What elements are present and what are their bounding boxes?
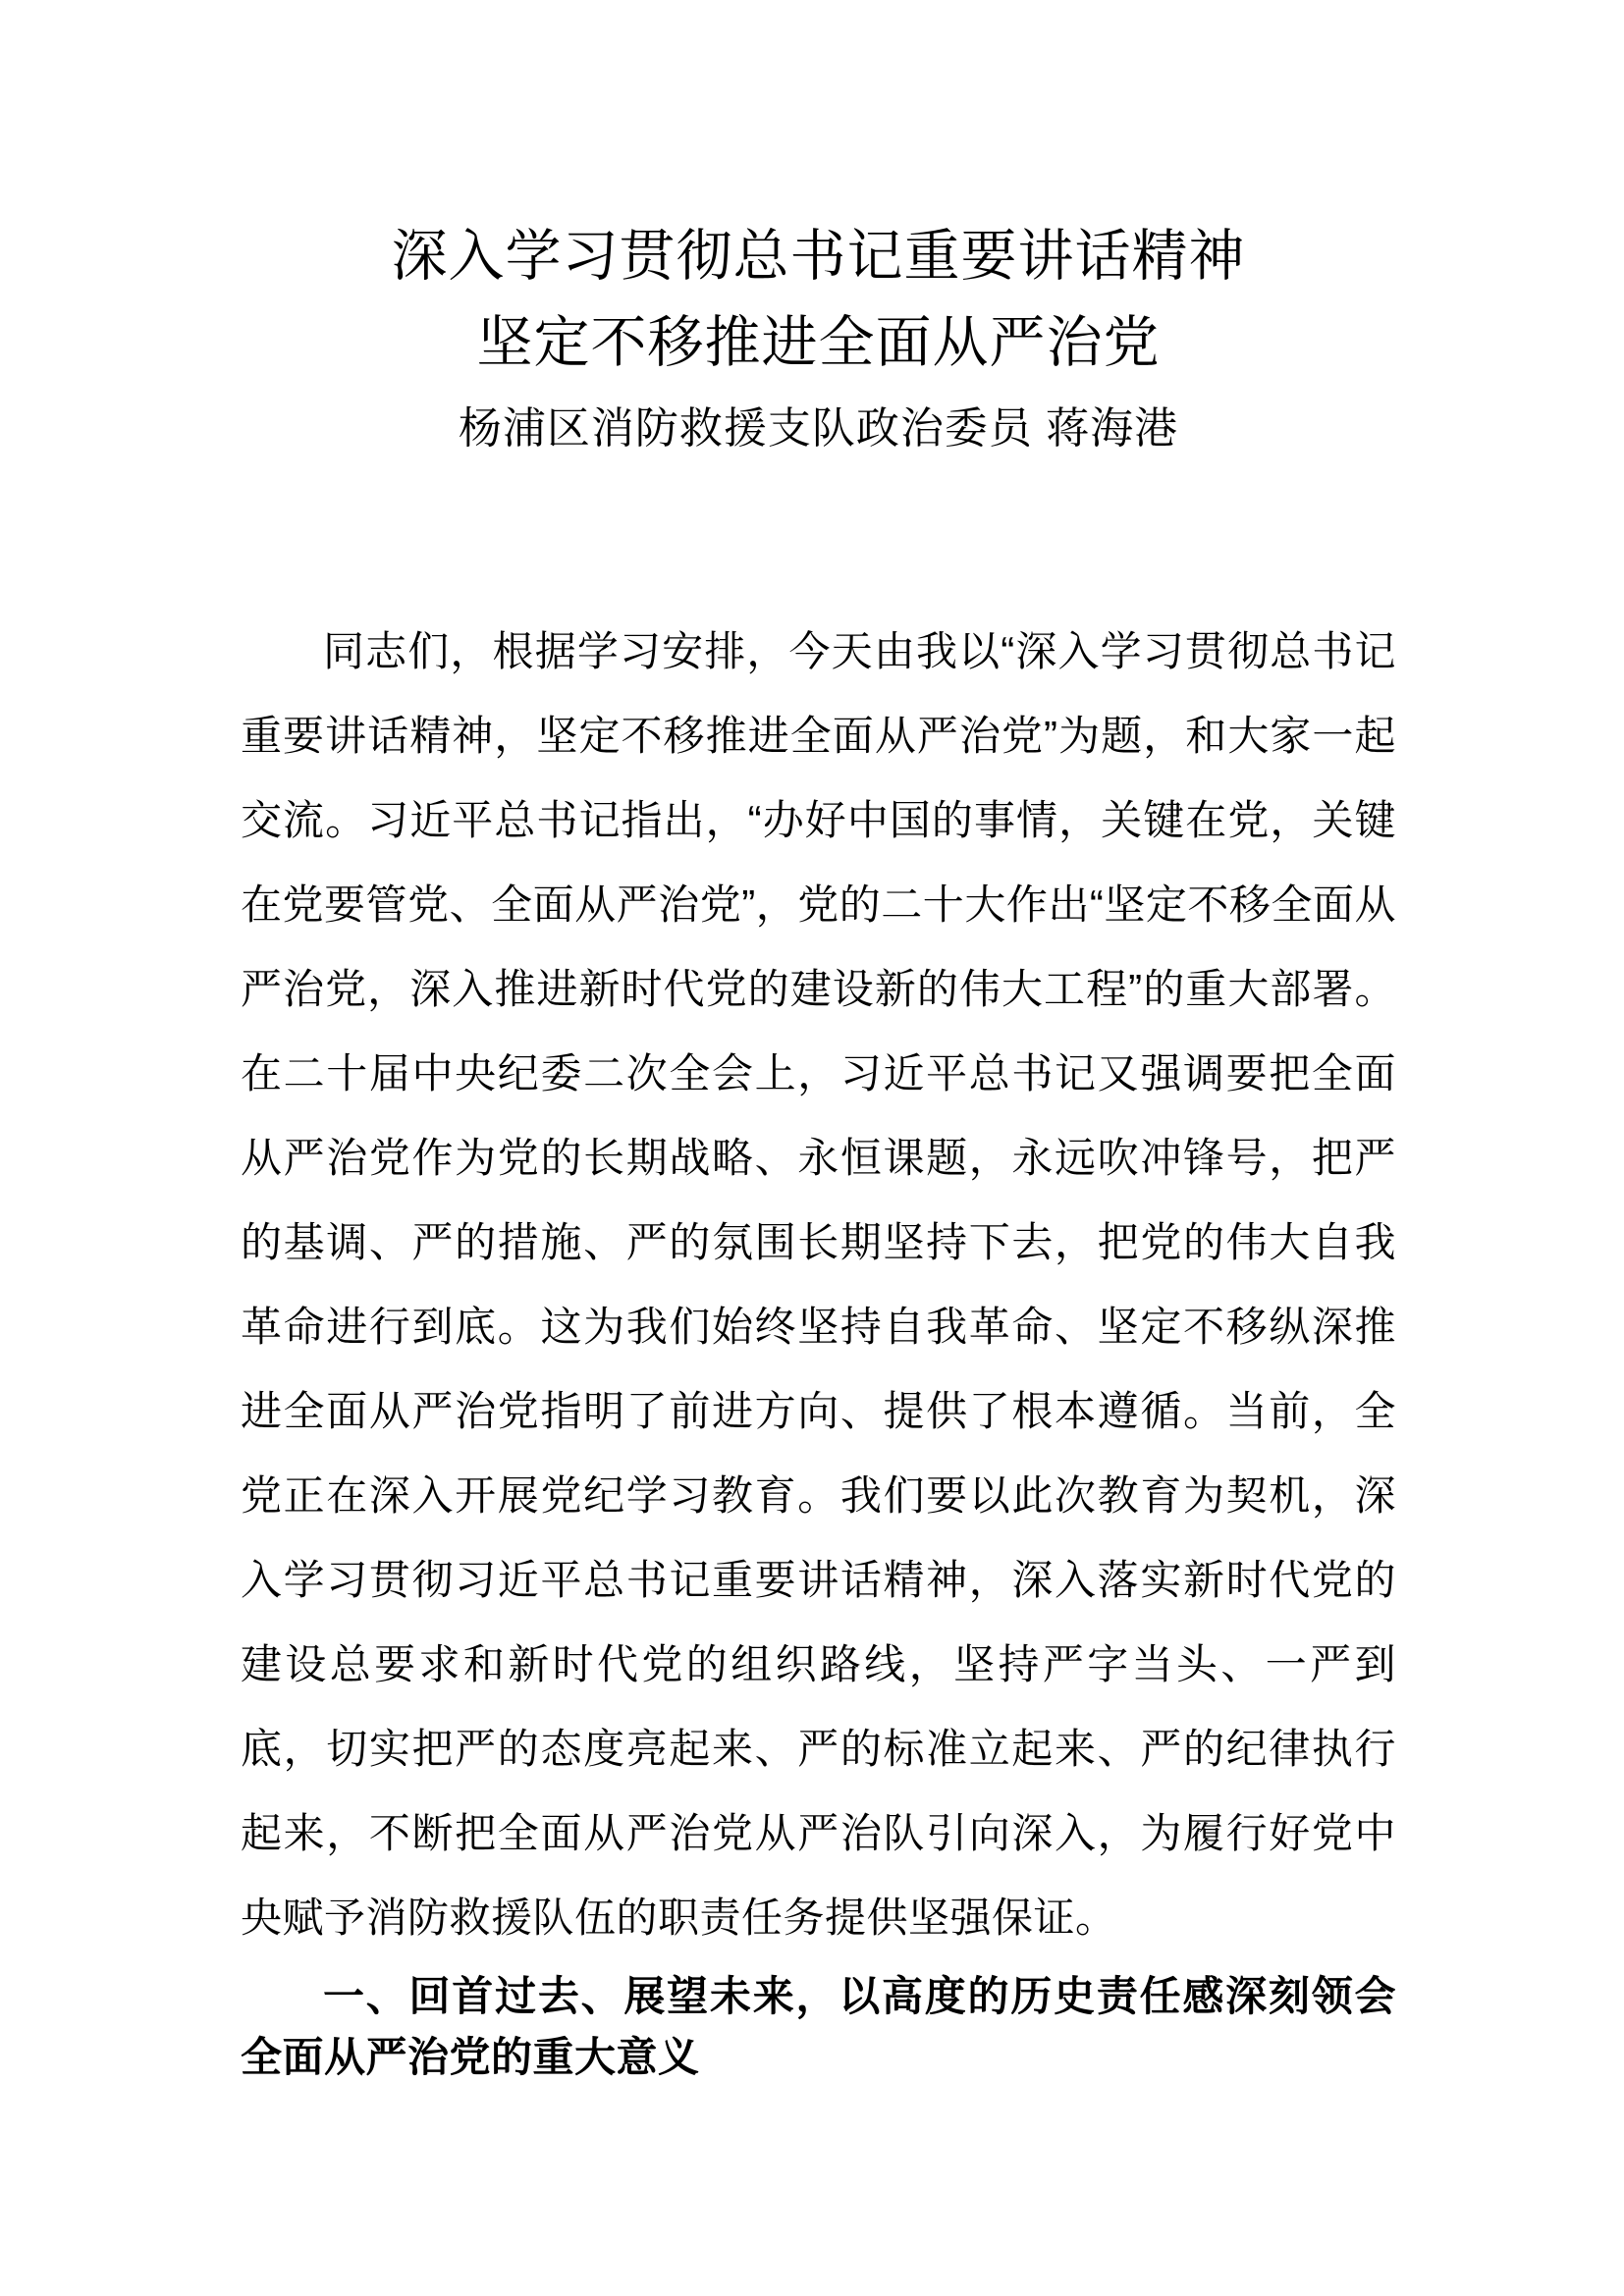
document-byline: 杨浦区消防救援支队政治委员 蒋海港	[458, 404, 1179, 453]
section-heading-1: 一、回首过去、展望未来，以高度的历史责任感深刻领会全面从严治党的重大意义	[241, 1973, 1396, 2080]
document-title-line2: 坚定不移推进全面从严治党	[476, 311, 1161, 374]
document-title	[241, 213, 1396, 386]
body-paragraph: 同志们，根据学习安排，今天由我以“深入学习贯彻总书记重要讲话精神，坚定不移推进全面从严治党”为题，和大家一起交流。习近平总书记指出，“办好中国的事情，关键在党，关键在党要管党、全面从严治党”，党的二十大作出“坚定不移全面从严治党，深入推进新时代党的建设新的伟大工程”的重大部署。在二十届中央纪委二次全会上，习近平总书记又强调要把全面从严治党作为党的长期战略、永恒课题，永远吹冲锋号，把严的基调、严的措施、严的氛围长期坚持下去，把党的伟大自我革命进行到底。这为我们始终坚持自我革命、坚定不移纵深推进全面从严治党指明了前进方向、提供了根本遵循。当前，全党正在深入开展党纪学习教育。我们要以此次教育为契机，深入学习贯彻习近平总书记重要讲话精神，深入落实新时代党的建设总要求和新时代党的组织路线，坚持严字当头、一严到底，切实把严的态度亮起来、严的标准立起来、严的纪律执行起来，不断把全面从严治党从严治队引向深入，为履行好党中央赋予消防救援队伍的职责任务提供坚强保证。	[241, 628, 1396, 1941]
document-title-line1: 深入学习贯彻总书记重要讲话精神	[391, 225, 1246, 288]
